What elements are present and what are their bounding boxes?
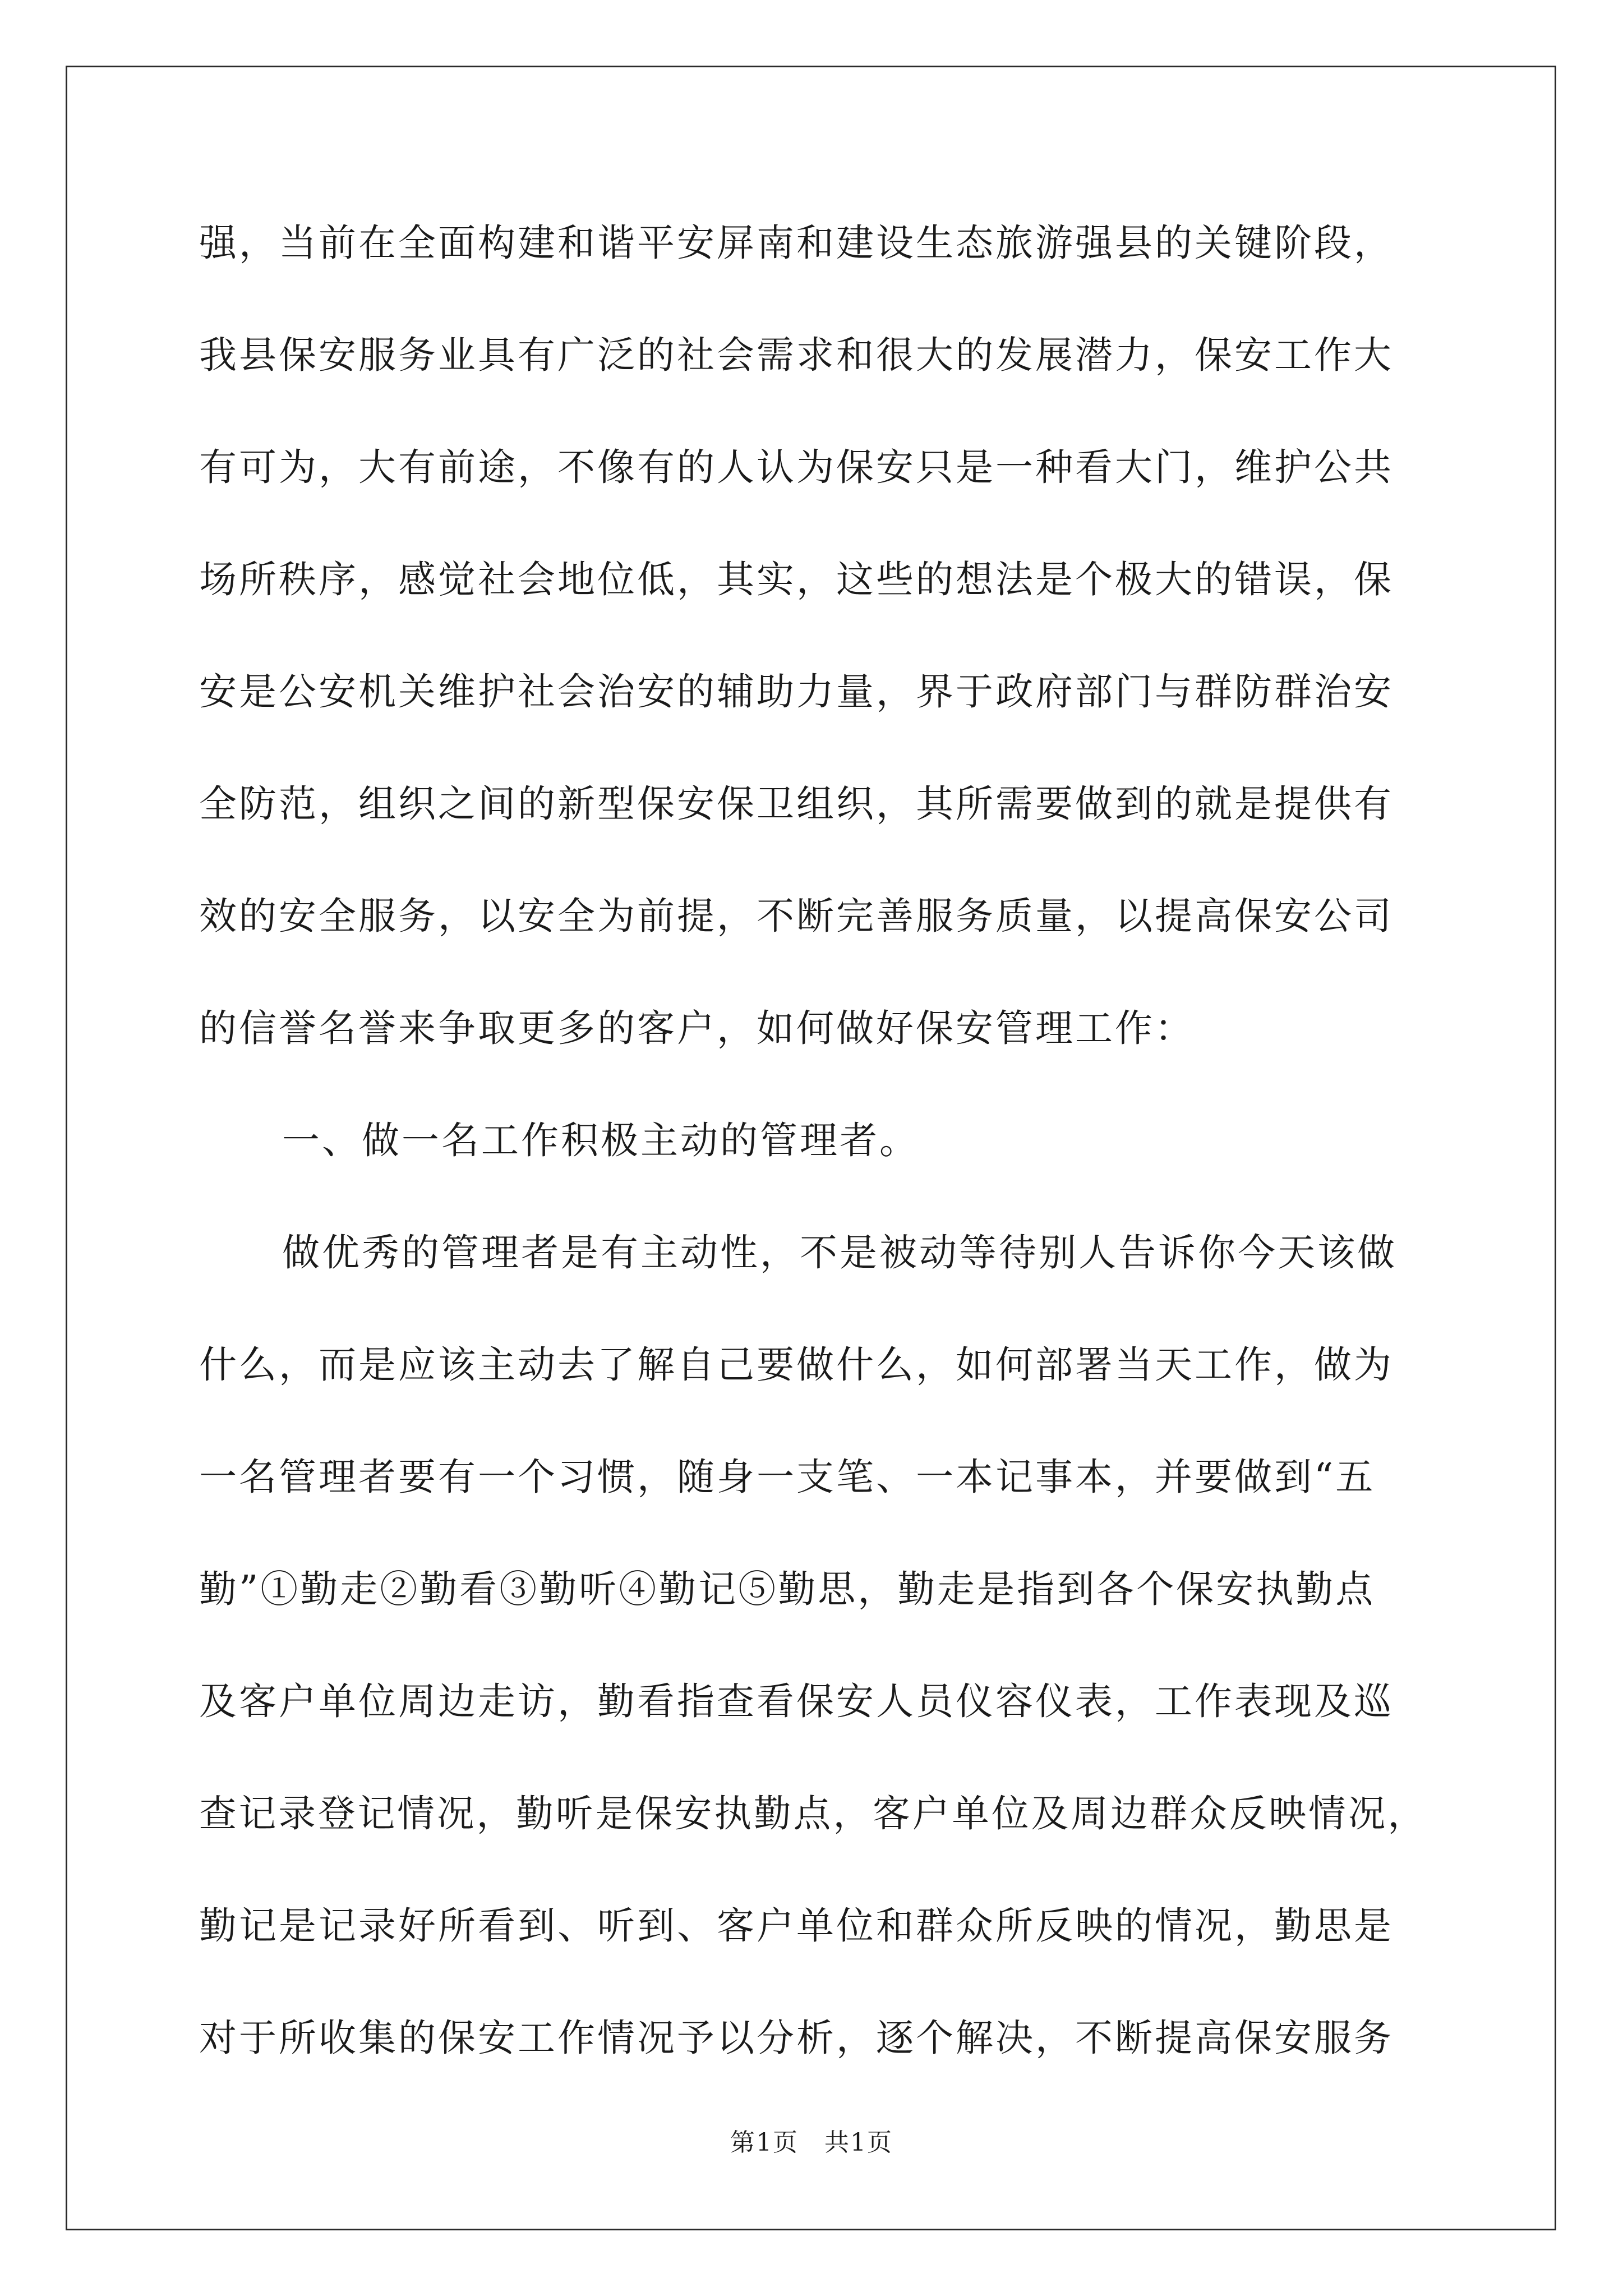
text-line: 什么，而是应该主动去了解自己要做什么，如何部署当天工作，做为 xyxy=(199,1343,1394,1387)
text-line: 效的安全服务，以安全为前提，不断完善服务质量，以提高保安公司 xyxy=(199,894,1394,938)
text-line: 全防范，组织之间的新型保安保卫组织，其所需要做到的就是提供有 xyxy=(199,782,1394,826)
text-line: 一名管理者要有一个习惯，随身一支笔、一本记事本，并要做到“五 xyxy=(199,1455,1376,1499)
text-line: 及客户单位周边走访，勤看指查看保安人员仪容仪表，工作表现及巡 xyxy=(199,1680,1394,1723)
text-line: 强，当前在全面构建和谐平安屏南和建设生态旅游强县的关键阶段， xyxy=(199,221,1394,265)
page-footer: 第1页 共1页 xyxy=(730,2128,893,2157)
text-line: 场所秩序，感觉社会地位低，其实，这些的想法是个极大的错误，保 xyxy=(199,558,1394,601)
text-line: 安是公安机关维护社会治安的辅助力量，界于政府部门与群防群治安 xyxy=(199,670,1394,714)
text-line: 一、做一名工作积极主动的管理者。 xyxy=(282,1119,919,1162)
text-line: 对于所收集的保安工作情况予以分析，逐个解决，不断提高保安服务 xyxy=(199,2016,1394,2060)
text-line: 查记录登记情况，勤听是保安执勤点，客户单位及周边群众反映情况， xyxy=(199,1792,1427,1835)
text-line: 的信誉名誉来争取更多的客户，如何做好保安管理工作： xyxy=(199,1006,1195,1050)
text-line: 做优秀的管理者是有主动性，不是被动等待别人告诉你今天该做 xyxy=(282,1231,1397,1274)
text-line: 勤”①勤走②勤看③勤听④勤记⑤勤思，勤走是指到各个保安执勤点 xyxy=(199,1567,1376,1611)
text-line: 我县保安服务业具有广泛的社会需求和很大的发展潜力，保安工作大 xyxy=(199,333,1394,377)
document-body xyxy=(199,215,1427,2122)
text-line: 有可为，大有前途，不像有的人认为保安只是一种看大门，维护公共 xyxy=(199,445,1394,489)
text-line: 勤记是记录好所看到、听到、客户单位和群众所反映的情况，勤思是 xyxy=(199,1904,1394,1948)
